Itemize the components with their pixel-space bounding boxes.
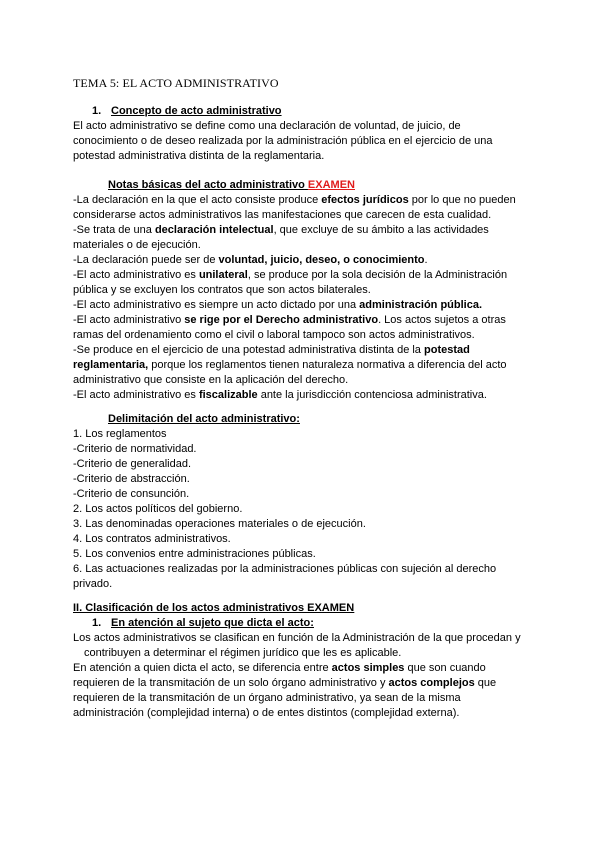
- paragraph-line: -El acto administrativo es siempre un acto dictado por una administración pública.: [73, 299, 483, 311]
- paragraph-line: considerarse actos administrativos las manifestaciones que carecen de esta cualidad.: [73, 209, 492, 221]
- page-title: TEMA 5: EL ACTO ADMINISTRATIVO: [73, 76, 279, 90]
- section-2-heading: [73, 601, 354, 616]
- list-item: -Criterio de normatividad.: [73, 443, 197, 455]
- list-item: privado.: [73, 578, 113, 590]
- section-2-body: [73, 631, 543, 721]
- paragraph-line: administración (complejidad interna) o de entes distintos (complejidad externa).: [73, 707, 460, 719]
- paragraph-line: -Se produce en el ejercicio de una potestad administrativa distinta de la potestad: [73, 344, 470, 356]
- section-1-body: [73, 119, 543, 164]
- paragraph-line: -El acto administrativo es unilateral, se produce por la sola decisión de la Administración: [73, 269, 508, 281]
- section-1-number: 1.: [92, 105, 102, 117]
- exam-tag: EXAMEN: [307, 179, 355, 191]
- list-item: -Criterio de generalidad.: [73, 458, 192, 470]
- section-2-sub-number: 1.: [92, 617, 102, 629]
- paragraph-line: reglamentaria, porque los reglamentos tienen naturaleza normativa a diferencia del acto: [73, 359, 507, 371]
- paragraph-line: -Se trata de una declaración intelectual, que excluye de su ámbito a las actividades: [73, 224, 489, 236]
- paragraph-line: materiales o de ejecución.: [73, 239, 201, 251]
- paragraph-line: requieren de la transmitación de un órgano administrativo, ya sean de la misma: [73, 692, 461, 704]
- paragraph-line: En atención a quien dicta el acto, se diferencia entre actos simples que son cuando: [73, 662, 486, 674]
- paragraph-line: administrativo que consiste en la aplicación del derecho.: [73, 374, 349, 386]
- paragraph-line: -La declaración en la que el acto consiste produce efectos jurídicos por lo que no pueden: [73, 194, 516, 206]
- paragraph-line: Los actos administrativos se clasifican en función de la Administración de la que procedan y: [73, 632, 521, 644]
- paragraph-line: potestad administrativa distinta de la reglamentaria.: [73, 150, 325, 162]
- paragraph-line: El acto administrativo se define como una declaración de voluntad, de juicio, de: [73, 120, 461, 132]
- section-1-heading: [92, 104, 282, 119]
- list-item: 5. Los convenios entre administraciones públicas.: [73, 548, 316, 560]
- notas-title: Notas básicas del acto administrativo: [108, 179, 305, 191]
- list-item: 3. Las denominadas operaciones materiales o de ejecución.: [73, 518, 366, 530]
- paragraph-line: -El acto administrativo es fiscalizable ante la jurisdicción contenciosa administrativa.: [73, 389, 487, 401]
- delimitacion-title: Delimitación del acto administrativo:: [108, 413, 300, 425]
- paragraph-line: conocimiento o de deseo realizada por la administración pública en el ejercicio de una: [73, 135, 493, 147]
- paragraph-line: -La declaración puede ser de voluntad, juicio, deseo, o conocimiento.: [73, 254, 428, 266]
- delimitacion-list: [73, 427, 543, 592]
- list-item: 4. Los contratos administrativos.: [73, 533, 231, 545]
- paragraph-line: pública y se excluyen los contratos que son actos bilaterales.: [73, 284, 371, 296]
- paragraph-line: ramas del ordenamiento como el civil o laboral tampoco son actos administrativos.: [73, 329, 475, 341]
- delimitacion-heading: [108, 412, 300, 427]
- notas-heading: [108, 178, 355, 193]
- paragraph-line: -El acto administrativo se rige por el Derecho administrativo. Los actos sujetos a otras: [73, 314, 506, 326]
- notas-body: [73, 193, 543, 403]
- section-2-title: II. Clasificación de los actos administrativos EXAMEN: [73, 602, 355, 614]
- list-item: 2. Los actos políticos del gobierno.: [73, 503, 243, 515]
- section-2-sub-title: En atención al sujeto que dicta el acto:: [111, 617, 314, 629]
- list-item: -Criterio de consunción.: [73, 488, 190, 500]
- section-1-title: Concepto de acto administrativo: [111, 105, 282, 117]
- list-item: -Criterio de abstracción.: [73, 473, 190, 485]
- list-item: 1. Los reglamentos: [73, 428, 167, 440]
- list-item: 6. Las actuaciones realizadas por la administraciones públicas con sujeción al derecho: [73, 563, 497, 575]
- paragraph-line: requieren de la transmitación de un solo órgano administrativo y actos complejos que: [73, 677, 497, 689]
- paragraph-line: contribuyen a determinar el régimen jurídico que les es aplicable.: [84, 647, 402, 659]
- section-2-subheading: [92, 616, 314, 631]
